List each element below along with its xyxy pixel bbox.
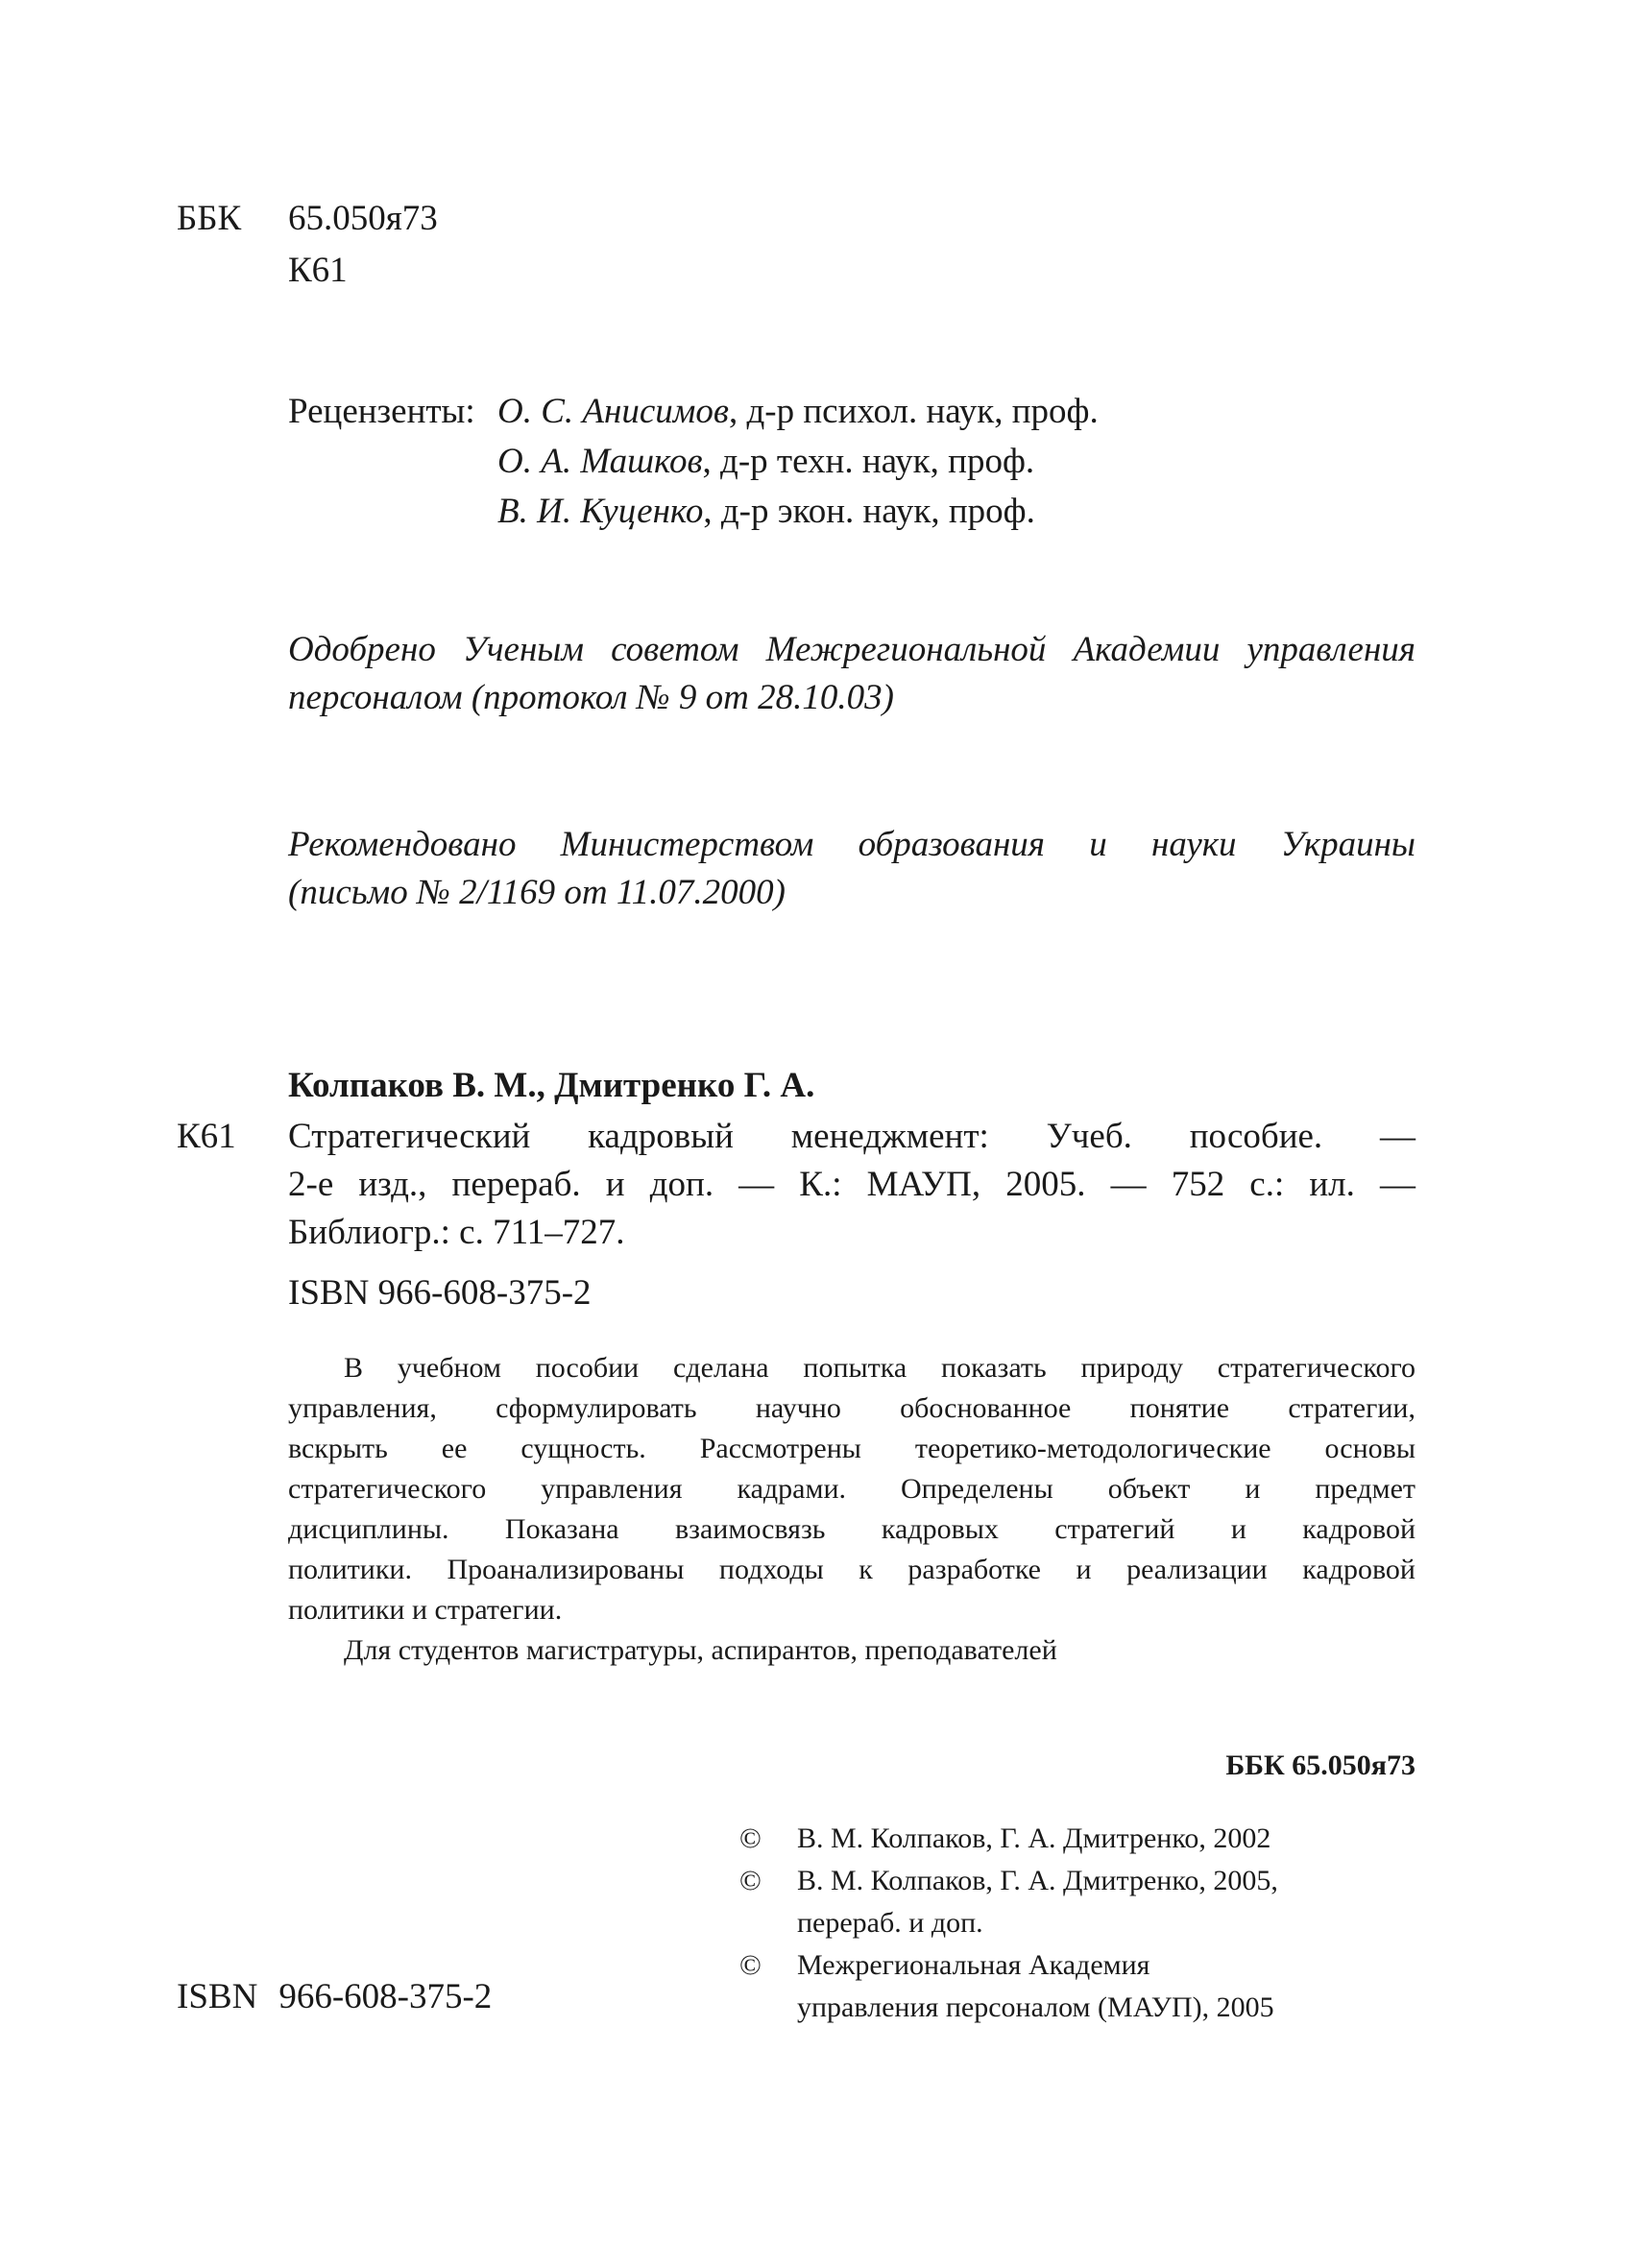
recommendation-line-2: (письмо № 2/1169 от 11.07.2000) [288,873,786,912]
copyright-3-line-2: управления персоналом (МАУП), 2005 [797,1991,1274,2023]
copyright-3-symbol: © [739,1949,762,1981]
copyright-2-line-1: В. М. Колпаков, Г. А. Дмитренко, 2005, [797,1865,1278,1896]
annotation-line-6: политики. Проанализированы подходы к разработке и реализации кадровой [288,1554,1415,1585]
annotation-line-5: дисциплины. Показана взаимосвязь кадровых стратегий и кадровой [288,1513,1415,1545]
reviewer-1 [497,388,1099,436]
reviewers-label: Рецензенты: [288,392,475,431]
recommendation-note [288,821,1415,917]
reviewer-3-title: , д-р экон. наук, проф. [703,492,1035,531]
copyright-3-line-1: Межрегиональная Академия [797,1949,1150,1981]
annotation-line-1: В учебном пособии сделана попытка показать природу стратегического [344,1352,1415,1384]
bbk-code: 65.050я73 [288,199,438,238]
reviewer-1-title: , д-р психол. наук, проф. [728,392,1099,431]
copyright-1-symbol: © [739,1822,762,1854]
bib-description-line-3: Библиогр.: с. 711–727. [288,1213,625,1252]
copyright-1-line-1: В. М. Колпаков, Г. А. Дмитренко, 2002 [797,1822,1271,1854]
bib-description [288,1113,1415,1257]
author-mark: К61 [288,251,348,290]
copyright-2-line-2: перераб. и доп. [797,1907,983,1939]
annotation-audience: Для студентов магистратуры, аспирантов, преподавателей [344,1634,1057,1666]
copyright-2-symbol: © [739,1865,762,1896]
approval-note [288,626,1415,722]
authors-heading: Колпаков В. М., Дмитренко Г. А. [288,1066,815,1105]
isbn-footer-label: ISBN [177,1977,258,2016]
annotation-line-3: вскрыть ее сущность. Рассмотрены теоретико-методологические основы [288,1433,1415,1464]
isbn-footer-number: 966-608-375-2 [278,1977,493,2016]
reviewer-2-title: , д-р техн. наук, проф. [702,442,1035,481]
annotation-line-4: стратегического управления кадрами. Определены объект и предмет [288,1473,1415,1505]
bib-description-line-1: Стратегический кадровый менеджмент: Учеб. пособие. — [288,1117,1415,1156]
reviewer-1-name: О. С. Анисимов [497,392,729,431]
reviewer-2 [497,438,1034,486]
bib-author-mark: К61 [177,1117,236,1156]
approval-line-2: персоналом (протокол № 9 от 28.10.03) [288,678,894,717]
reviewer-3 [497,488,1035,536]
recommendation-line-1: Рекомендовано Министерством образования и науки Украины [288,825,1415,864]
approval-line-1: Одобрено Ученым советом Межрегиональной Академии управления [288,630,1415,669]
bbk-label: ББК [177,199,242,238]
annotation-line-2: управления, сформулировать научно обоснованное понятие стратегии, [288,1392,1415,1424]
annotation [288,1348,1415,1671]
bbk-footer: ББК 65.050я73 [1225,1749,1415,1781]
bib-description-line-2: 2-е изд., перераб. и доп. — К.: МАУП, 2005. — 752 с.: ил. — [288,1165,1415,1204]
reviewer-2-name: О. А. Машков [497,442,703,481]
reviewer-3-name: В. И. Куценко [497,492,704,531]
bib-isbn: ISBN 966-608-375-2 [288,1273,592,1313]
annotation-line-7: политики и стратегии. [288,1594,563,1626]
isbn-footer [177,1973,492,2021]
